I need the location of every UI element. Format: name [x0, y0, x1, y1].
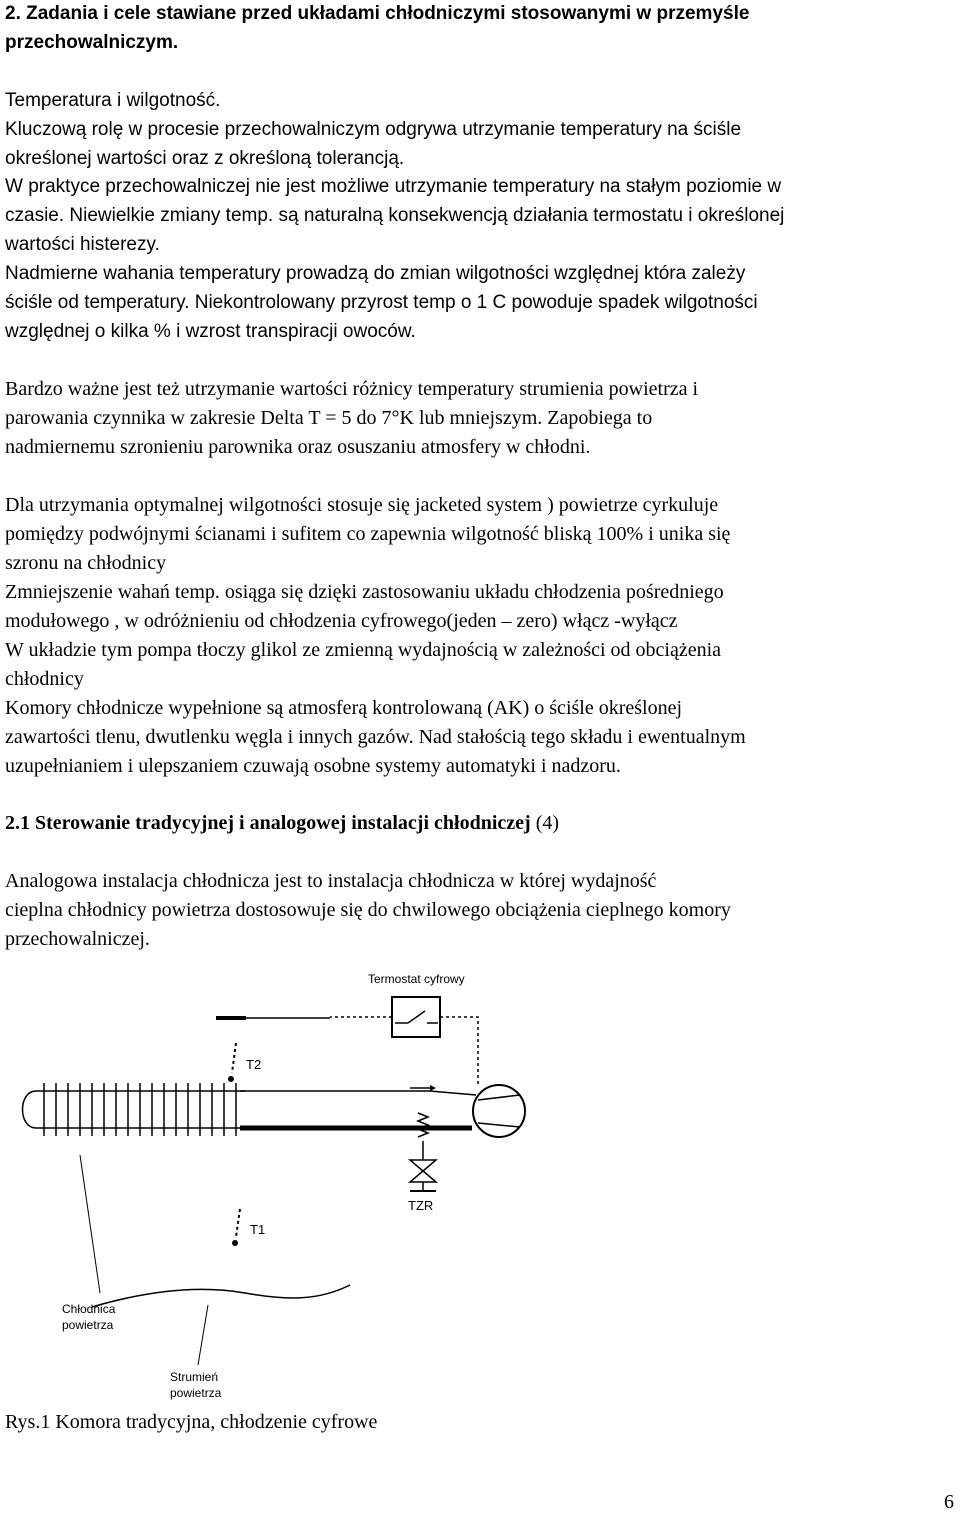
section-reference: (4)	[530, 812, 560, 834]
airflow-label-line-1: Strumień	[170, 1370, 219, 1384]
paragraph-line: zawartości tlenu, dwutlenku węgla i innych gazów. Nad stałością tego składu i ewentualnym	[5, 726, 746, 748]
paragraph-line: Analogowa instalacja chłodnicza jest to instalacja chłodnicza w której wydajność	[5, 870, 657, 892]
paragraph-line: Dla utrzymania optymalnej wilgotności stosuje się jacketed system ) powietrze cyrkuluje	[5, 494, 719, 516]
cooler-label-line-2: powietrza	[62, 1318, 114, 1332]
paragraph-line: względnej o kilka % i wzrost transpiracji owoców.	[5, 321, 416, 342]
cooling-diagram	[0, 955, 620, 1410]
paragraph-line: Kluczową rolę w procesie przechowalniczym odgrywa utrzymanie temperatury na ściśle	[5, 119, 742, 140]
cooler-leader-line	[80, 1155, 100, 1293]
coil-bend	[23, 1091, 37, 1128]
valve-spring-icon	[418, 1113, 428, 1160]
chapter-heading-line-1: 2. Zadania i cele stawiane przed układami chłodniczymi stosowanymi w przemyśle	[5, 3, 750, 24]
sensor-t1	[232, 1209, 240, 1246]
paragraph-line: Nadmierne wahania temperatury prowadzą do zmian wilgotności względnej która zależy	[5, 263, 746, 284]
paragraph-line: wartości histerezy.	[5, 234, 160, 255]
expansion-valve-icon	[410, 1160, 436, 1191]
paragraph-line: Temperatura i wilgotność.	[5, 90, 221, 111]
paragraph-line: nadmiernemu szronieniu parownika oraz osuszaniu atmosfery w chłodni.	[5, 436, 591, 458]
paragraph-line: modułowego , w odróżnieniu od chłodzenia cyfrowego(jeden – zero) włącz -wyłącz	[5, 610, 678, 632]
paragraph-line: Bardzo ważne jest też utrzymanie wartości różnicy temperatury strumienia powietrza i	[5, 378, 699, 400]
sensor-t2	[228, 1043, 236, 1082]
paragraph-line: określonej wartości oraz z określoną tolerancją.	[5, 148, 405, 169]
switch-symbol	[395, 1011, 438, 1023]
paragraph-line: ściśle od temperatury. Niekontrolowany przyrost temp o 1 C powoduje spadek wilgotności	[5, 292, 758, 313]
paragraph-line: chłodnicy	[5, 668, 84, 690]
cooler-label-line-1: Chłodnica	[62, 1302, 116, 1316]
control-wire-right	[440, 1017, 478, 1085]
section-heading	[5, 813, 559, 833]
compressor-detail	[478, 1095, 520, 1100]
paragraph-line: przechowalniczej.	[5, 928, 150, 950]
paragraph-line: Komory chłodnicze wypełnione są atmosferą kontrolowaną (AK) o ściśle określonej	[5, 697, 683, 719]
thermostat-label: Termostat cyfrowy	[368, 972, 465, 986]
airflow-leader-line	[198, 1305, 208, 1365]
airflow-label-line-2: powietrza	[170, 1386, 222, 1400]
sensor-t2-label: T2	[246, 1057, 262, 1072]
evaporator-coil	[23, 1083, 246, 1136]
compressor-detail	[478, 1123, 520, 1127]
airflow-curve	[92, 1285, 350, 1307]
paragraph-line: W praktyce przechowalniczej nie jest możliwe utrzymanie temperatury na stałym poziomie w	[5, 176, 782, 197]
pressure-arrow-icon	[410, 1085, 436, 1091]
chapter-heading-line-2: przechowalniczym.	[5, 32, 179, 53]
paragraph-line: cieplna chłodnicy powietrza dostosowuje się do chwilowego obciążenia cieplnego komory	[5, 899, 731, 921]
tzr-label: TZR	[408, 1198, 434, 1213]
sensor-t1-label: T1	[250, 1222, 266, 1237]
compressor-icon	[473, 1085, 525, 1137]
liquid-line	[430, 1091, 476, 1095]
paragraph-line: parowania czynnika w zakresie Delta T = 5 do 7°K lub mniejszym. Zapobiega to	[5, 407, 653, 429]
paragraph-line: szronu na chłodnicy	[5, 552, 167, 574]
paragraph-line: Zmniejszenie wahań temp. osiąga się dzięki zastosowaniu układu chłodzenia pośredniego	[5, 581, 724, 603]
page-number: 6	[944, 1491, 954, 1513]
paragraph-line: pomiędzy podwójnymi ścianami i sufitem co zapewnia wilgotność bliską 100% i unika się	[5, 523, 731, 545]
figure-caption: Rys.1 Komora tradycyjna, chłodzenie cyfrowe	[5, 1411, 378, 1433]
paragraph-line: W układzie tym pompa tłoczy glikol ze zmienną wydajnością w zależności od obciążenia	[5, 639, 722, 661]
paragraph-line: czasie. Niewielkie zmiany temp. są naturalną konsekwencją działania termostatu i określonej	[5, 205, 785, 226]
section-title: 2.1 Sterowanie tradycyjnej i analogowej instalacji chłodniczej	[5, 812, 531, 834]
paragraph-line: uzupełnianiem i ulepszaniem czuwają osobne systemy automatyki i nadzoru.	[5, 755, 621, 777]
